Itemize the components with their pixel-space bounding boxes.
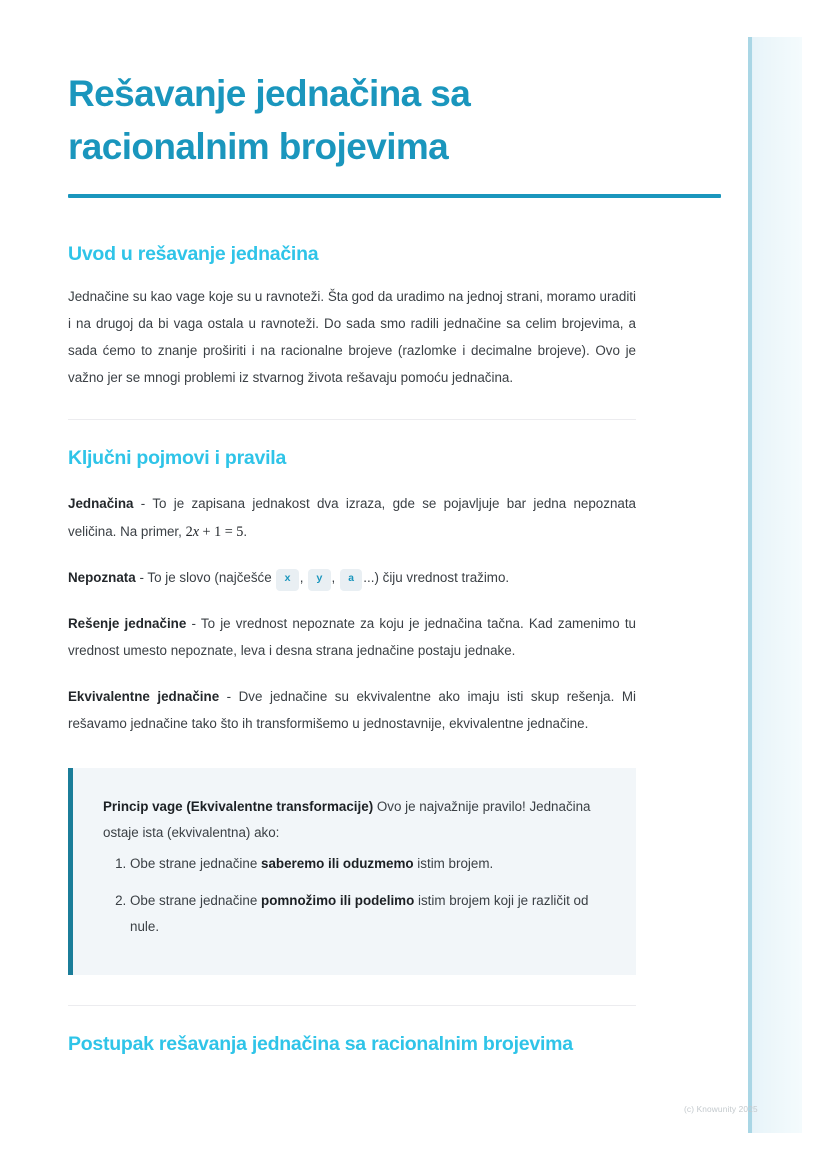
callout-lead-paragraph — [103, 794, 610, 845]
code-chip-x: x — [276, 569, 298, 591]
term-label-nepoznata: Nepoznata — [68, 570, 136, 586]
footer-copyright: (c) Knowunity 2025 — [684, 1104, 758, 1114]
page-title: Rešavanje jednačina sa racionalnim brojevima — [68, 73, 471, 167]
math-rest: + 1 = 5 — [199, 523, 244, 540]
callout-title: Princip vage (Ekvivalentne transformacije) — [103, 798, 374, 814]
term-nepoznata — [68, 546, 636, 592]
term-text-after: ...) čiju vrednost tražimo. — [363, 570, 510, 586]
term-resenje-jednacine — [68, 592, 636, 665]
math-variable: x — [192, 523, 199, 540]
section-heading-procedure: Postupak rešavanja jednačina sa racionalnim brojevima — [68, 1033, 573, 1056]
term-label-resenje: Rešenje jednačine — [68, 616, 187, 632]
term-body-text: Dve jednačine su ekvivalentne ako imaju isti skup rešenja. Mi rešavamo jednačine tako što ih transformišemo u jednostavnije, ekvivalentne jednačine. — [68, 688, 636, 731]
term-text-after: . — [243, 523, 248, 539]
term-separator: - — [219, 688, 239, 704]
term-separator: - — [133, 495, 153, 511]
chip-separator: , — [299, 570, 304, 586]
rule-text-after: istim brojem. — [413, 856, 494, 872]
term-separator: - — [186, 616, 201, 632]
term-text-before: To je slovo (najčešće — [147, 570, 276, 586]
document-content — [68, 0, 636, 1058]
code-chip-y: y — [308, 569, 330, 591]
term-jednacina — [68, 472, 636, 546]
rule-text-after: istim brojem koji je različit od nule. — [130, 893, 589, 934]
rule-text-before: Obe strane jednačine — [130, 856, 262, 872]
rule-text-bold: saberemo ili oduzmemo — [261, 856, 414, 872]
inline-math-equation — [186, 524, 244, 540]
rule-text-bold: pomnožimo ili podelimo — [261, 893, 415, 908]
intro-paragraph: Jednačine su kao vage koje su u ravnoteži. Šta god da uradimo na jednoj strani, moramo uraditi i na drugoj da bi vaga ostala u ravnoteži. Do sada smo radili jednačine sa celim brojevima, a sada ćemo to znanje proširiti i na racionalne brojeve (razlomke i decimalne brojeve). Ovo je važno jer se mnogi problemi iz stvarnog života rešavaju pomoću jednačina. — [68, 288, 636, 385]
page-edge-strip — [748, 37, 802, 1133]
chip-separator: , — [331, 570, 336, 586]
callout-box-principle — [68, 768, 636, 976]
section-heading-intro: Uvod u rešavanje jednačina — [68, 243, 319, 266]
list-item — [130, 851, 610, 888]
term-separator: - — [135, 570, 148, 586]
term-body-text: To je vrednost nepoznate za koju je jednačina tačna. Kad zamenimo tu vrednost umesto nepoznate, leva i desna strana jednačine postaju jednake. — [68, 616, 636, 658]
callout-lead-text: Ovo je najvažnije pravilo! Jednačina ostaje ista (ekvivalentna) ako: — [103, 798, 591, 840]
code-chip-a: a — [340, 569, 362, 591]
term-label-jednacina: Jednačina — [68, 495, 134, 511]
list-item — [130, 888, 610, 939]
term-text-before: To je zapisana jednakost dva izraza, gde se pojavljuje bar jedna nepoznata veličina. Na primer, — [68, 495, 636, 539]
term-ekvivalentne-jednacine — [68, 665, 636, 738]
math-coefficient: 2 — [185, 523, 193, 540]
term-label-ekvivalentne: Ekvivalentne jednačine — [68, 688, 220, 704]
page-edge-line — [748, 37, 752, 1133]
section-heading-key-terms: Ključni pojmovi i pravila — [68, 446, 287, 469]
callout-rule-list — [103, 851, 610, 939]
rule-text-before: Obe strane jednačine — [130, 893, 262, 908]
